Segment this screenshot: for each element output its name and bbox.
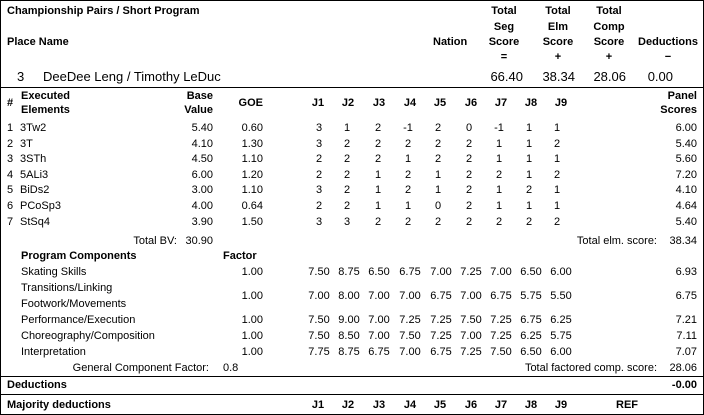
element-panel-score: 4.64 [675,200,697,212]
component-judge-1: 7.00 [308,290,330,302]
component-judge-6: 7.50 [460,314,482,326]
element-judge-2: 2 [343,169,351,181]
judge-header-4: J4 [403,97,417,109]
component-judge-3: 6.75 [368,346,390,358]
element-judge-8: 1 [525,122,533,134]
component-judge-4: 7.50 [399,330,421,342]
tss-header-line3: Score [488,36,520,48]
component-judge-6: 7.00 [460,330,482,342]
element-base-value: 4.10 [191,138,213,150]
judge-header-5: J5 [433,97,447,109]
element-name: 3T [20,138,33,150]
component-judge-4: 6.75 [399,266,421,278]
element-judge-1: 3 [315,138,323,150]
total-elm-value: 38.34 [669,235,697,247]
element-judge-7: 2 [495,216,503,228]
element-goe: 1.10 [241,184,263,196]
element-judge-5: 2 [434,122,442,134]
element-judge-3: 1 [374,200,382,212]
element-judge-6: 2 [465,216,473,228]
element-base-value: 3.00 [191,184,213,196]
component-judge-4: 7.00 [399,290,421,302]
element-judge-6: 2 [465,184,473,196]
component-name: Choreography/Composition [21,330,155,342]
element-judge-7: 1 [495,138,503,150]
component-judge-2: 9.00 [338,314,360,326]
component-name-line2: Footwork/Movements [21,298,127,310]
skater-pcs: 28.06 [593,69,626,84]
element-base-value: 5.40 [191,122,213,134]
element-judge-2: 2 [343,184,351,196]
element-judge-9: 1 [553,184,561,196]
element-judge-8: 1 [525,200,533,212]
deductions-value: -0.00 [671,379,697,391]
judge-header-7: J7 [494,97,508,109]
component-panel-score: 7.21 [675,314,697,326]
element-number: 1 [7,122,14,134]
element-judge-1: 3 [315,122,323,134]
element-judge-7: -1 [494,122,504,134]
component-name: Skating Skills [21,266,87,278]
component-judge-5: 7.00 [430,266,452,278]
component-judge-9: 5.50 [550,290,572,302]
element-judge-8: 2 [525,184,533,196]
element-judge-2: 3 [343,216,351,228]
element-judge-7: 1 [495,184,503,196]
nation-header: Nation [433,36,468,48]
tes-header-line4: + [554,51,562,63]
element-judge-7: 1 [495,153,503,165]
component-judge-5: 7.25 [430,314,452,326]
element-base-value: 4.50 [191,153,213,165]
component-judge-5: 6.75 [430,290,452,302]
components-header: Program Components [21,250,137,262]
element-judge-8: 1 [525,169,533,181]
judge-header-2: J2 [341,97,355,109]
element-judge-6: 2 [465,138,473,150]
component-name: Interpretation [21,346,86,358]
element-judge-2: 1 [343,122,351,134]
deductions-header: Deductions [638,36,698,48]
element-judge-3: 1 [374,169,382,181]
pcs-header-line2: Comp [593,21,625,33]
element-judge-5: 1 [434,184,442,196]
element-judge-1: 2 [315,200,323,212]
component-judge-4: 7.25 [399,314,421,326]
element-panel-score: 5.40 [675,216,697,228]
divider-deductions-bottom [1,394,703,395]
component-factor: 1.00 [241,346,263,358]
total-bv-value: 30.90 [185,235,213,247]
skater-name: DeeDee Leng / Timothy LeDuc [43,69,221,84]
element-panel-score: 6.00 [675,122,697,134]
element-name: BiDs2 [20,184,50,196]
component-judge-4: 7.00 [399,346,421,358]
component-judge-6: 7.25 [460,346,482,358]
element-judge-4: 1 [404,153,412,165]
element-goe: 1.20 [241,169,263,181]
element-panel-score: 7.20 [675,169,697,181]
majority-deductions-label: Majority deductions [7,399,111,411]
element-number: 2 [7,138,14,150]
executed-header-line1: Executed [21,90,70,102]
element-judge-4: 2 [404,169,412,181]
element-goe: 0.60 [241,122,263,134]
factor-header: Factor [223,250,257,262]
deductions-label: Deductions [7,379,67,391]
component-factor: 1.00 [241,266,263,278]
component-factor: 1.00 [241,314,263,326]
element-judge-3: 1 [374,184,382,196]
element-judge-5: 1 [434,169,442,181]
element-number: 4 [7,169,14,181]
element-judge-6: 2 [465,200,473,212]
gcf-value: 0.8 [223,362,239,374]
base-header-line1: Base [186,90,213,102]
element-number: 7 [7,216,14,228]
element-judge-3: 2 [374,153,382,165]
gcf-label: General Component Factor: [72,362,209,374]
element-judge-6: 0 [465,122,473,134]
tss-header-line4: = [500,51,508,63]
element-judge-9: 1 [553,122,561,134]
judge-header-8: J8 [524,97,538,109]
element-panel-score: 4.10 [675,184,697,196]
element-judge-2: 2 [343,153,351,165]
component-judge-9: 6.00 [550,346,572,358]
component-judge-1: 7.75 [308,346,330,358]
element-judge-1: 2 [315,169,323,181]
component-panel-score: 6.75 [675,290,697,302]
component-judge-3: 7.00 [368,330,390,342]
majority-judge-9: J9 [554,399,568,411]
component-judge-6: 7.25 [460,266,482,278]
component-judge-9: 6.00 [550,266,572,278]
element-judge-2: 2 [343,200,351,212]
majority-ref: REF [616,399,638,411]
element-base-value: 6.00 [191,169,213,181]
majority-judge-6: J6 [464,399,478,411]
element-judge-3: 2 [374,122,382,134]
total-comp-label: Total factored comp. score: [524,362,657,374]
component-panel-score: 7.07 [675,346,697,358]
element-judge-4: 2 [404,184,412,196]
component-name: Performance/Execution [21,314,136,326]
component-judge-9: 5.75 [550,330,572,342]
element-judge-5: 2 [434,153,442,165]
majority-judge-2: J2 [341,399,355,411]
element-judge-8: 2 [525,216,533,228]
element-judge-8: 1 [525,153,533,165]
majority-judge-5: J5 [433,399,447,411]
element-judge-6: 2 [465,153,473,165]
base-header-line2: Value [184,104,213,116]
element-base-value: 3.90 [191,216,213,228]
divider-skater [1,87,703,88]
component-judge-1: 7.50 [308,330,330,342]
element-judge-3: 2 [374,216,382,228]
component-judge-1: 7.50 [308,266,330,278]
tes-header-line1: Total [545,5,571,17]
component-judge-8: 6.50 [520,346,542,358]
executed-header-line2: Elements [21,104,70,116]
component-judge-5: 6.75 [430,346,452,358]
component-judge-7: 7.50 [490,346,512,358]
element-judge-8: 1 [525,138,533,150]
element-judge-5: 2 [434,138,442,150]
element-judge-5: 0 [434,200,442,212]
divider-deductions-top [1,376,703,377]
component-judge-7: 7.25 [490,314,512,326]
element-judge-4: 2 [404,216,412,228]
page-title: Championship Pairs / Short Program [7,5,200,17]
element-base-value: 4.00 [191,200,213,212]
element-judge-2: 2 [343,138,351,150]
majority-judge-3: J3 [372,399,386,411]
element-name: 3Tw2 [20,122,47,134]
element-goe: 0.64 [241,200,263,212]
component-judge-8: 5.75 [520,290,542,302]
element-judge-9: 2 [553,169,561,181]
skater-place: 3 [17,69,25,84]
component-judge-5: 7.25 [430,330,452,342]
component-judge-3: 6.50 [368,266,390,278]
tes-header-line2: Elm [547,21,569,33]
element-number: 5 [7,184,14,196]
element-number: 6 [7,200,14,212]
judge-header-1: J1 [311,97,325,109]
component-judge-3: 7.00 [368,290,390,302]
component-judge-8: 6.25 [520,330,542,342]
judge-header-9: J9 [554,97,568,109]
component-judge-2: 8.00 [338,290,360,302]
tss-header-line2: Seg [493,21,515,33]
panel-header-line2: Scores [660,104,697,116]
component-factor: 1.00 [241,330,263,342]
element-judge-3: 2 [374,138,382,150]
element-judge-4: 2 [404,138,412,150]
component-name: Transitions/Linking [21,282,113,294]
component-judge-9: 6.25 [550,314,572,326]
element-name: PCoSp3 [20,200,61,212]
pcs-header-line3: Score [593,36,625,48]
element-judge-9: 2 [553,216,561,228]
pcs-header-line1: Total [596,5,622,17]
component-panel-score: 7.11 [676,330,697,342]
pcs-header-line4: + [605,51,613,63]
element-judge-5: 2 [434,216,442,228]
element-goe: 1.50 [241,216,263,228]
element-judge-4: -1 [403,122,413,134]
total-bv-label: Total BV: [133,235,177,247]
skater-deductions: 0.00 [647,69,673,84]
element-name: 3STh [20,153,47,165]
component-judge-1: 7.50 [308,314,330,326]
majority-judge-1: J1 [311,399,325,411]
component-judge-7: 7.25 [490,330,512,342]
component-judge-2: 8.75 [338,266,360,278]
tss-header-line1: Total [491,5,517,17]
total-elm-label: Total elm. score: [576,235,657,247]
component-judge-2: 8.75 [338,346,360,358]
place-name-header: Place Name [7,36,69,48]
component-factor: 1.00 [241,290,263,302]
element-judge-9: 2 [553,138,561,150]
total-comp-value: 28.06 [669,362,697,374]
element-judge-1: 3 [315,216,323,228]
element-name: 5ALi3 [20,169,49,181]
skater-tss: 66.40 [490,69,523,84]
majority-judge-4: J4 [403,399,417,411]
element-panel-score: 5.60 [675,153,697,165]
component-judge-7: 7.00 [490,266,512,278]
component-panel-score: 6.93 [675,266,697,278]
component-judge-3: 7.00 [368,314,390,326]
element-number-header: # [7,97,14,109]
majority-judge-8: J8 [524,399,538,411]
component-judge-2: 8.50 [338,330,360,342]
element-judge-9: 1 [553,200,561,212]
deductions-header-sign: − [664,51,672,63]
panel-header-line1: Panel [667,90,697,102]
element-judge-1: 3 [315,184,323,196]
element-judge-7: 1 [495,200,503,212]
element-judge-4: 1 [404,200,412,212]
element-number: 3 [7,153,14,165]
element-judge-9: 1 [553,153,561,165]
component-judge-8: 6.50 [520,266,542,278]
skater-tes: 38.34 [542,69,575,84]
component-judge-8: 6.75 [520,314,542,326]
element-goe: 1.30 [241,138,263,150]
element-judge-1: 2 [315,153,323,165]
element-name: StSq4 [20,216,50,228]
majority-judge-7: J7 [494,399,508,411]
component-judge-6: 7.00 [460,290,482,302]
element-judge-6: 2 [465,169,473,181]
element-goe: 1.10 [241,153,263,165]
element-panel-score: 5.40 [675,138,697,150]
element-judge-7: 2 [495,169,503,181]
component-judge-7: 6.75 [490,290,512,302]
judge-header-6: J6 [464,97,478,109]
goe-header: GOE [238,97,263,109]
judge-header-3: J3 [372,97,386,109]
tes-header-line3: Score [542,36,574,48]
